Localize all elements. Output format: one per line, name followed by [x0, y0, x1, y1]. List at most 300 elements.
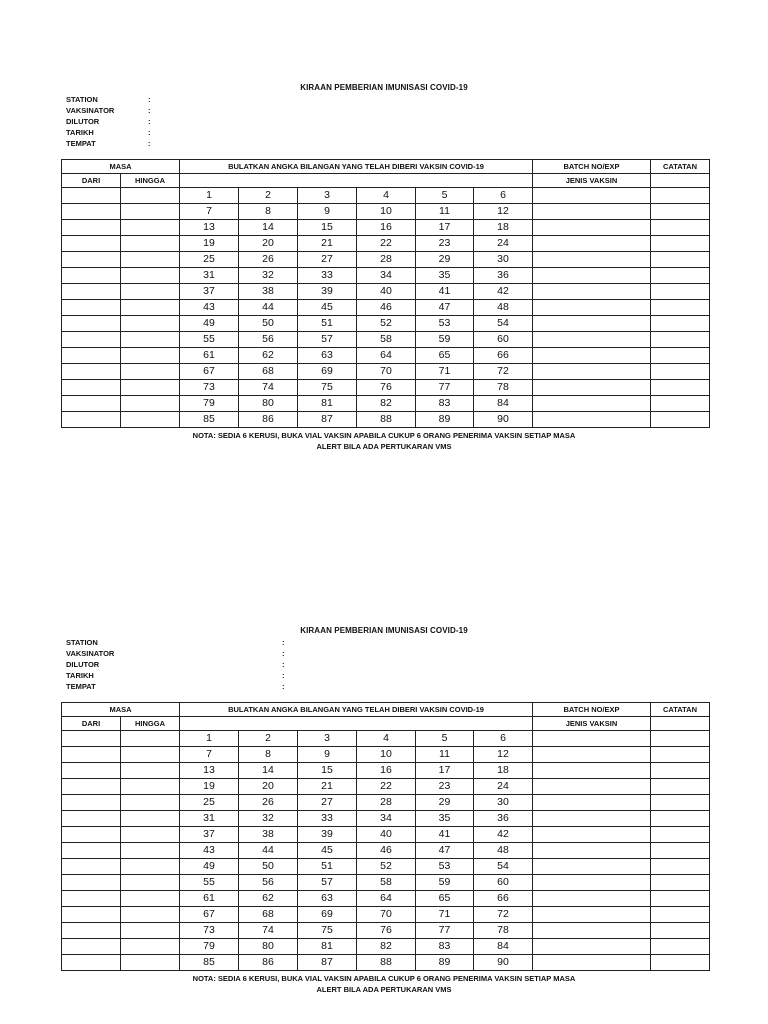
count-number-cell[interactable]: 41: [416, 827, 474, 843]
hingga-cell[interactable]: [121, 364, 180, 380]
hingga-cell[interactable]: [121, 204, 180, 220]
hingga-cell[interactable]: [121, 396, 180, 412]
batch-cell[interactable]: [533, 923, 651, 939]
count-number-cell[interactable]: 36: [474, 811, 533, 827]
count-number-cell[interactable]: 33: [298, 811, 357, 827]
catatan-cell[interactable]: [651, 268, 710, 284]
count-number-cell[interactable]: 3: [298, 731, 357, 747]
catatan-cell[interactable]: [651, 731, 710, 747]
count-number-cell[interactable]: 48: [474, 300, 533, 316]
count-number-cell[interactable]: 19: [180, 236, 239, 252]
count-number-cell[interactable]: 71: [416, 364, 474, 380]
catatan-cell[interactable]: [651, 907, 710, 923]
batch-cell[interactable]: [533, 252, 651, 268]
count-number-cell[interactable]: 78: [474, 380, 533, 396]
count-number-cell[interactable]: 31: [180, 811, 239, 827]
count-number-cell[interactable]: 87: [298, 412, 357, 428]
count-number-cell[interactable]: 25: [180, 795, 239, 811]
count-number-cell[interactable]: 73: [180, 923, 239, 939]
hingga-cell[interactable]: [121, 939, 180, 955]
batch-cell[interactable]: [533, 316, 651, 332]
count-number-cell[interactable]: 46: [357, 300, 416, 316]
info-colon[interactable]: :: [282, 649, 285, 658]
dari-cell[interactable]: [62, 859, 121, 875]
count-number-cell[interactable]: 53: [416, 316, 474, 332]
count-number-cell[interactable]: 4: [357, 731, 416, 747]
count-number-cell[interactable]: 57: [298, 332, 357, 348]
catatan-cell[interactable]: [651, 396, 710, 412]
count-number-cell[interactable]: 14: [239, 763, 298, 779]
count-number-cell[interactable]: 16: [357, 220, 416, 236]
catatan-cell[interactable]: [651, 747, 710, 763]
count-number-cell[interactable]: 79: [180, 939, 239, 955]
count-number-cell[interactable]: 39: [298, 827, 357, 843]
catatan-cell[interactable]: [651, 763, 710, 779]
batch-cell[interactable]: [533, 843, 651, 859]
count-number-cell[interactable]: 8: [239, 747, 298, 763]
count-number-cell[interactable]: 8: [239, 204, 298, 220]
dari-cell[interactable]: [62, 268, 121, 284]
count-number-cell[interactable]: 15: [298, 220, 357, 236]
count-number-cell[interactable]: 62: [239, 891, 298, 907]
count-number-cell[interactable]: 53: [416, 859, 474, 875]
count-number-cell[interactable]: 57: [298, 875, 357, 891]
dari-cell[interactable]: [62, 220, 121, 236]
catatan-cell[interactable]: [651, 779, 710, 795]
batch-cell[interactable]: [533, 747, 651, 763]
count-number-cell[interactable]: 29: [416, 252, 474, 268]
count-number-cell[interactable]: 80: [239, 939, 298, 955]
count-number-cell[interactable]: 55: [180, 875, 239, 891]
dari-cell[interactable]: [62, 827, 121, 843]
count-number-cell[interactable]: 76: [357, 380, 416, 396]
hingga-cell[interactable]: [121, 795, 180, 811]
count-number-cell[interactable]: 62: [239, 348, 298, 364]
batch-cell[interactable]: [533, 891, 651, 907]
count-number-cell[interactable]: 61: [180, 891, 239, 907]
count-number-cell[interactable]: 83: [416, 396, 474, 412]
count-number-cell[interactable]: 48: [474, 843, 533, 859]
count-number-cell[interactable]: 10: [357, 747, 416, 763]
count-number-cell[interactable]: 22: [357, 236, 416, 252]
dari-cell[interactable]: [62, 284, 121, 300]
count-number-cell[interactable]: 72: [474, 364, 533, 380]
dari-cell[interactable]: [62, 779, 121, 795]
catatan-cell[interactable]: [651, 827, 710, 843]
count-number-cell[interactable]: 6: [474, 731, 533, 747]
batch-cell[interactable]: [533, 907, 651, 923]
dari-cell[interactable]: [62, 332, 121, 348]
count-number-cell[interactable]: 89: [416, 955, 474, 971]
count-number-cell[interactable]: 65: [416, 348, 474, 364]
hingga-cell[interactable]: [121, 300, 180, 316]
hingga-cell[interactable]: [121, 827, 180, 843]
count-number-cell[interactable]: 65: [416, 891, 474, 907]
count-number-cell[interactable]: 70: [357, 364, 416, 380]
batch-cell[interactable]: [533, 396, 651, 412]
hingga-cell[interactable]: [121, 907, 180, 923]
count-number-cell[interactable]: 88: [357, 955, 416, 971]
count-number-cell[interactable]: 60: [474, 332, 533, 348]
count-number-cell[interactable]: 27: [298, 795, 357, 811]
count-number-cell[interactable]: 11: [416, 747, 474, 763]
count-number-cell[interactable]: 88: [357, 412, 416, 428]
count-number-cell[interactable]: 3: [298, 188, 357, 204]
count-number-cell[interactable]: 77: [416, 380, 474, 396]
count-number-cell[interactable]: 23: [416, 779, 474, 795]
count-number-cell[interactable]: 12: [474, 747, 533, 763]
dari-cell[interactable]: [62, 412, 121, 428]
count-number-cell[interactable]: 50: [239, 859, 298, 875]
count-number-cell[interactable]: 69: [298, 364, 357, 380]
hingga-cell[interactable]: [121, 747, 180, 763]
count-number-cell[interactable]: 56: [239, 875, 298, 891]
count-number-cell[interactable]: 35: [416, 811, 474, 827]
count-number-cell[interactable]: 21: [298, 779, 357, 795]
hingga-cell[interactable]: [121, 955, 180, 971]
batch-cell[interactable]: [533, 284, 651, 300]
catatan-cell[interactable]: [651, 316, 710, 332]
count-number-cell[interactable]: 58: [357, 332, 416, 348]
batch-cell[interactable]: [533, 795, 651, 811]
dari-cell[interactable]: [62, 923, 121, 939]
count-number-cell[interactable]: 63: [298, 891, 357, 907]
count-number-cell[interactable]: 17: [416, 763, 474, 779]
batch-cell[interactable]: [533, 300, 651, 316]
batch-cell[interactable]: [533, 763, 651, 779]
count-number-cell[interactable]: 24: [474, 779, 533, 795]
catatan-cell[interactable]: [651, 332, 710, 348]
count-number-cell[interactable]: 83: [416, 939, 474, 955]
dari-cell[interactable]: [62, 763, 121, 779]
count-number-cell[interactable]: 81: [298, 939, 357, 955]
count-number-cell[interactable]: 35: [416, 268, 474, 284]
count-number-cell[interactable]: 17: [416, 220, 474, 236]
count-number-cell[interactable]: 51: [298, 859, 357, 875]
count-number-cell[interactable]: 32: [239, 268, 298, 284]
dari-cell[interactable]: [62, 316, 121, 332]
count-number-cell[interactable]: 59: [416, 332, 474, 348]
hingga-cell[interactable]: [121, 731, 180, 747]
catatan-cell[interactable]: [651, 364, 710, 380]
dari-cell[interactable]: [62, 396, 121, 412]
count-number-cell[interactable]: 5: [416, 731, 474, 747]
count-number-cell[interactable]: 68: [239, 364, 298, 380]
catatan-cell[interactable]: [651, 843, 710, 859]
count-number-cell[interactable]: 19: [180, 779, 239, 795]
count-number-cell[interactable]: 13: [180, 763, 239, 779]
count-number-cell[interactable]: 4: [357, 188, 416, 204]
count-number-cell[interactable]: 5: [416, 188, 474, 204]
dari-cell[interactable]: [62, 188, 121, 204]
count-number-cell[interactable]: 76: [357, 923, 416, 939]
count-number-cell[interactable]: 42: [474, 284, 533, 300]
count-number-cell[interactable]: 43: [180, 300, 239, 316]
count-number-cell[interactable]: 10: [357, 204, 416, 220]
dari-cell[interactable]: [62, 380, 121, 396]
count-number-cell[interactable]: 86: [239, 955, 298, 971]
count-number-cell[interactable]: 87: [298, 955, 357, 971]
count-number-cell[interactable]: 81: [298, 396, 357, 412]
count-number-cell[interactable]: 67: [180, 364, 239, 380]
hingga-cell[interactable]: [121, 891, 180, 907]
count-number-cell[interactable]: 26: [239, 252, 298, 268]
count-number-cell[interactable]: 26: [239, 795, 298, 811]
count-number-cell[interactable]: 78: [474, 923, 533, 939]
count-number-cell[interactable]: 56: [239, 332, 298, 348]
count-number-cell[interactable]: 31: [180, 268, 239, 284]
count-number-cell[interactable]: 38: [239, 827, 298, 843]
info-colon[interactable]: :: [282, 660, 285, 669]
count-number-cell[interactable]: 37: [180, 284, 239, 300]
count-number-cell[interactable]: 49: [180, 859, 239, 875]
catatan-cell[interactable]: [651, 252, 710, 268]
catatan-cell[interactable]: [651, 204, 710, 220]
count-number-cell[interactable]: 32: [239, 811, 298, 827]
info-colon[interactable]: :: [282, 682, 285, 691]
batch-cell[interactable]: [533, 348, 651, 364]
dari-cell[interactable]: [62, 955, 121, 971]
catatan-cell[interactable]: [651, 923, 710, 939]
count-number-cell[interactable]: 38: [239, 284, 298, 300]
count-number-cell[interactable]: 27: [298, 252, 357, 268]
dari-cell[interactable]: [62, 204, 121, 220]
count-number-cell[interactable]: 52: [357, 859, 416, 875]
batch-cell[interactable]: [533, 827, 651, 843]
catatan-cell[interactable]: [651, 348, 710, 364]
batch-cell[interactable]: [533, 332, 651, 348]
count-number-cell[interactable]: 45: [298, 300, 357, 316]
count-number-cell[interactable]: 47: [416, 843, 474, 859]
count-number-cell[interactable]: 71: [416, 907, 474, 923]
count-number-cell[interactable]: 23: [416, 236, 474, 252]
count-number-cell[interactable]: 84: [474, 396, 533, 412]
count-number-cell[interactable]: 18: [474, 220, 533, 236]
catatan-cell[interactable]: [651, 939, 710, 955]
hingga-cell[interactable]: [121, 188, 180, 204]
dari-cell[interactable]: [62, 731, 121, 747]
hingga-cell[interactable]: [121, 779, 180, 795]
count-number-cell[interactable]: 18: [474, 763, 533, 779]
info-colon[interactable]: :: [282, 671, 285, 680]
hingga-cell[interactable]: [121, 268, 180, 284]
count-number-cell[interactable]: 85: [180, 955, 239, 971]
count-number-cell[interactable]: 30: [474, 795, 533, 811]
dari-cell[interactable]: [62, 364, 121, 380]
dari-cell[interactable]: [62, 747, 121, 763]
count-number-cell[interactable]: 89: [416, 412, 474, 428]
info-colon[interactable]: :: [148, 139, 151, 148]
batch-cell[interactable]: [533, 188, 651, 204]
catatan-cell[interactable]: [651, 412, 710, 428]
batch-cell[interactable]: [533, 731, 651, 747]
count-number-cell[interactable]: 16: [357, 763, 416, 779]
dari-cell[interactable]: [62, 891, 121, 907]
hingga-cell[interactable]: [121, 923, 180, 939]
hingga-cell[interactable]: [121, 380, 180, 396]
count-number-cell[interactable]: 64: [357, 891, 416, 907]
count-number-cell[interactable]: 75: [298, 380, 357, 396]
count-number-cell[interactable]: 28: [357, 252, 416, 268]
catatan-cell[interactable]: [651, 795, 710, 811]
catatan-cell[interactable]: [651, 875, 710, 891]
hingga-cell[interactable]: [121, 220, 180, 236]
catatan-cell[interactable]: [651, 955, 710, 971]
count-number-cell[interactable]: 34: [357, 268, 416, 284]
count-number-cell[interactable]: 61: [180, 348, 239, 364]
hingga-cell[interactable]: [121, 811, 180, 827]
batch-cell[interactable]: [533, 268, 651, 284]
count-number-cell[interactable]: 40: [357, 827, 416, 843]
count-number-cell[interactable]: 22: [357, 779, 416, 795]
count-number-cell[interactable]: 46: [357, 843, 416, 859]
count-number-cell[interactable]: 90: [474, 955, 533, 971]
count-number-cell[interactable]: 82: [357, 939, 416, 955]
batch-cell[interactable]: [533, 859, 651, 875]
count-number-cell[interactable]: 49: [180, 316, 239, 332]
dari-cell[interactable]: [62, 875, 121, 891]
count-number-cell[interactable]: 2: [239, 731, 298, 747]
hingga-cell[interactable]: [121, 284, 180, 300]
hingga-cell[interactable]: [121, 875, 180, 891]
dari-cell[interactable]: [62, 939, 121, 955]
count-number-cell[interactable]: 34: [357, 811, 416, 827]
batch-cell[interactable]: [533, 811, 651, 827]
count-number-cell[interactable]: 80: [239, 396, 298, 412]
count-number-cell[interactable]: 14: [239, 220, 298, 236]
catatan-cell[interactable]: [651, 380, 710, 396]
count-number-cell[interactable]: 73: [180, 380, 239, 396]
hingga-cell[interactable]: [121, 316, 180, 332]
dari-cell[interactable]: [62, 300, 121, 316]
count-number-cell[interactable]: 33: [298, 268, 357, 284]
count-number-cell[interactable]: 36: [474, 268, 533, 284]
count-number-cell[interactable]: 63: [298, 348, 357, 364]
dari-cell[interactable]: [62, 252, 121, 268]
count-number-cell[interactable]: 64: [357, 348, 416, 364]
count-number-cell[interactable]: 13: [180, 220, 239, 236]
count-number-cell[interactable]: 85: [180, 412, 239, 428]
dari-cell[interactable]: [62, 811, 121, 827]
count-number-cell[interactable]: 20: [239, 236, 298, 252]
count-number-cell[interactable]: 54: [474, 859, 533, 875]
dari-cell[interactable]: [62, 236, 121, 252]
dari-cell[interactable]: [62, 795, 121, 811]
count-number-cell[interactable]: 47: [416, 300, 474, 316]
count-number-cell[interactable]: 72: [474, 907, 533, 923]
count-number-cell[interactable]: 51: [298, 316, 357, 332]
info-colon[interactable]: :: [148, 117, 151, 126]
count-number-cell[interactable]: 7: [180, 747, 239, 763]
hingga-cell[interactable]: [121, 412, 180, 428]
count-number-cell[interactable]: 74: [239, 380, 298, 396]
count-number-cell[interactable]: 77: [416, 923, 474, 939]
count-number-cell[interactable]: 70: [357, 907, 416, 923]
count-number-cell[interactable]: 43: [180, 843, 239, 859]
count-number-cell[interactable]: 79: [180, 396, 239, 412]
count-number-cell[interactable]: 84: [474, 939, 533, 955]
count-number-cell[interactable]: 1: [180, 731, 239, 747]
catatan-cell[interactable]: [651, 859, 710, 875]
count-number-cell[interactable]: 20: [239, 779, 298, 795]
count-number-cell[interactable]: 24: [474, 236, 533, 252]
catatan-cell[interactable]: [651, 811, 710, 827]
hingga-cell[interactable]: [121, 843, 180, 859]
count-number-cell[interactable]: 44: [239, 843, 298, 859]
count-number-cell[interactable]: 90: [474, 412, 533, 428]
hingga-cell[interactable]: [121, 859, 180, 875]
batch-cell[interactable]: [533, 204, 651, 220]
count-number-cell[interactable]: 74: [239, 923, 298, 939]
count-number-cell[interactable]: 12: [474, 204, 533, 220]
count-number-cell[interactable]: 55: [180, 332, 239, 348]
batch-cell[interactable]: [533, 955, 651, 971]
catatan-cell[interactable]: [651, 236, 710, 252]
catatan-cell[interactable]: [651, 188, 710, 204]
count-number-cell[interactable]: 40: [357, 284, 416, 300]
hingga-cell[interactable]: [121, 332, 180, 348]
hingga-cell[interactable]: [121, 252, 180, 268]
catatan-cell[interactable]: [651, 300, 710, 316]
dari-cell[interactable]: [62, 907, 121, 923]
dari-cell[interactable]: [62, 348, 121, 364]
batch-cell[interactable]: [533, 939, 651, 955]
count-number-cell[interactable]: 37: [180, 827, 239, 843]
count-number-cell[interactable]: 67: [180, 907, 239, 923]
count-number-cell[interactable]: 21: [298, 236, 357, 252]
batch-cell[interactable]: [533, 380, 651, 396]
info-colon[interactable]: :: [148, 95, 151, 104]
batch-cell[interactable]: [533, 412, 651, 428]
dari-cell[interactable]: [62, 843, 121, 859]
catatan-cell[interactable]: [651, 284, 710, 300]
count-number-cell[interactable]: 1: [180, 188, 239, 204]
count-number-cell[interactable]: 6: [474, 188, 533, 204]
info-colon[interactable]: :: [282, 638, 285, 647]
hingga-cell[interactable]: [121, 763, 180, 779]
count-number-cell[interactable]: 75: [298, 923, 357, 939]
count-number-cell[interactable]: 15: [298, 763, 357, 779]
count-number-cell[interactable]: 68: [239, 907, 298, 923]
count-number-cell[interactable]: 7: [180, 204, 239, 220]
count-number-cell[interactable]: 86: [239, 412, 298, 428]
count-number-cell[interactable]: 44: [239, 300, 298, 316]
count-number-cell[interactable]: 42: [474, 827, 533, 843]
count-number-cell[interactable]: 30: [474, 252, 533, 268]
count-number-cell[interactable]: 9: [298, 747, 357, 763]
batch-cell[interactable]: [533, 220, 651, 236]
batch-cell[interactable]: [533, 364, 651, 380]
count-number-cell[interactable]: 11: [416, 204, 474, 220]
count-number-cell[interactable]: 60: [474, 875, 533, 891]
count-number-cell[interactable]: 66: [474, 891, 533, 907]
count-number-cell[interactable]: 28: [357, 795, 416, 811]
info-colon[interactable]: :: [148, 106, 151, 115]
count-number-cell[interactable]: 59: [416, 875, 474, 891]
batch-cell[interactable]: [533, 236, 651, 252]
count-number-cell[interactable]: 52: [357, 316, 416, 332]
batch-cell[interactable]: [533, 779, 651, 795]
count-number-cell[interactable]: 50: [239, 316, 298, 332]
count-number-cell[interactable]: 9: [298, 204, 357, 220]
count-number-cell[interactable]: 29: [416, 795, 474, 811]
count-number-cell[interactable]: 82: [357, 396, 416, 412]
hingga-cell[interactable]: [121, 236, 180, 252]
catatan-cell[interactable]: [651, 891, 710, 907]
count-number-cell[interactable]: 39: [298, 284, 357, 300]
catatan-cell[interactable]: [651, 220, 710, 236]
count-number-cell[interactable]: 58: [357, 875, 416, 891]
